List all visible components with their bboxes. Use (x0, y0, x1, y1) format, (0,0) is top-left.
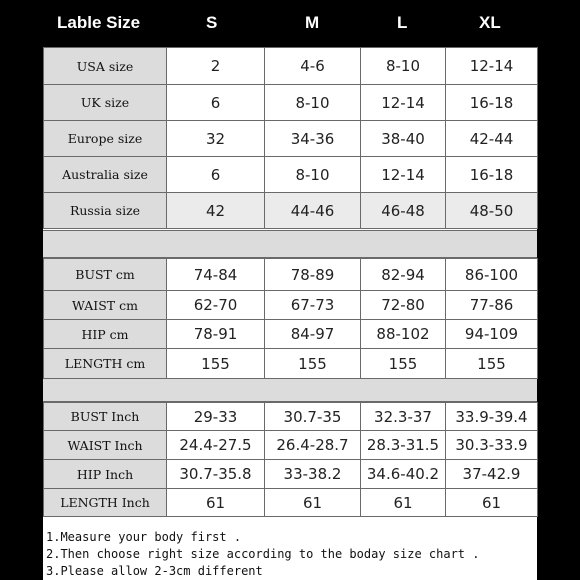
table-row (44, 489, 538, 517)
cell-value: 6 (167, 85, 265, 121)
row-label: UK size (44, 85, 167, 121)
table-row (44, 349, 538, 379)
cell-value: 30.7-35 (265, 403, 361, 431)
cell-value: 16-18 (446, 85, 538, 121)
cell-value: 42-44 (446, 121, 538, 157)
cell-value: 84-97 (265, 320, 361, 349)
table-row (44, 157, 538, 193)
table-row (44, 193, 538, 229)
row-label: USA size (44, 48, 167, 85)
cell-value: 8-10 (265, 157, 361, 193)
header-size-l: L (397, 13, 408, 32)
cell-value: 33.9-39.4 (446, 403, 538, 431)
cell-value: 155 (167, 349, 265, 379)
cell-value: 48-50 (446, 193, 538, 229)
cell-value: 30.7-35.8 (167, 460, 265, 489)
row-label: HIP cm (44, 320, 167, 349)
cell-value: 34.6-40.2 (361, 460, 446, 489)
inch-measurements-table (43, 402, 538, 517)
cell-value: 46-48 (361, 193, 446, 229)
table-row (44, 320, 538, 349)
cell-value: 8-10 (265, 85, 361, 121)
row-label: LENGTH cm (44, 349, 167, 379)
cell-value: 30.3-33.9 (446, 431, 538, 460)
row-label: WAIST Inch (44, 431, 167, 460)
cell-value: 78-91 (167, 320, 265, 349)
cell-value: 42 (167, 193, 265, 229)
cell-value: 94-109 (446, 320, 538, 349)
row-label: Australia size (44, 157, 167, 193)
table-row (44, 403, 538, 431)
size-chart-header (43, 0, 537, 47)
table-row (44, 121, 538, 157)
cell-value: 155 (446, 349, 538, 379)
row-label: Europe size (44, 121, 167, 157)
cell-value: 72-80 (361, 291, 446, 320)
cell-value: 16-18 (446, 157, 538, 193)
cell-value: 62-70 (167, 291, 265, 320)
cell-value: 33-38.2 (265, 460, 361, 489)
note-line: 3.Please allow 2-3cm different (46, 564, 263, 578)
cell-value: 28.3-31.5 (361, 431, 446, 460)
row-label: BUST Inch (44, 403, 167, 431)
table-row (44, 48, 538, 85)
cell-value: 61 (265, 489, 361, 517)
table-row (44, 291, 538, 320)
cell-value: 61 (446, 489, 538, 517)
cell-value: 38-40 (361, 121, 446, 157)
cell-value: 2 (167, 48, 265, 85)
cell-value: 44-46 (265, 193, 361, 229)
cell-value: 32.3-37 (361, 403, 446, 431)
cell-value: 61 (167, 489, 265, 517)
cell-value: 34-36 (265, 121, 361, 157)
size-chart (43, 0, 537, 580)
cell-value: 155 (265, 349, 361, 379)
cell-value: 74-84 (167, 259, 265, 291)
table-row (44, 85, 538, 121)
cell-value: 32 (167, 121, 265, 157)
cell-value: 4-6 (265, 48, 361, 85)
cell-value: 86-100 (446, 259, 538, 291)
cm-measurements-table (43, 258, 538, 379)
header-size-m: M (305, 13, 320, 32)
note-line: 1.Measure your body first . (46, 530, 242, 544)
cell-value: 12-14 (361, 85, 446, 121)
cell-value: 88-102 (361, 320, 446, 349)
row-label: LENGTH Inch (44, 489, 167, 517)
cell-value: 78-89 (265, 259, 361, 291)
cell-value: 29-33 (167, 403, 265, 431)
table-row (44, 460, 538, 489)
row-label: Russia size (44, 193, 167, 229)
cell-value: 67-73 (265, 291, 361, 320)
cell-value: 12-14 (361, 157, 446, 193)
cell-value: 82-94 (361, 259, 446, 291)
header-label: Lable Size (57, 13, 141, 32)
section-divider (43, 378, 537, 402)
row-label: WAIST cm (44, 291, 167, 320)
cell-value: 26.4-28.7 (265, 431, 361, 460)
header-size-xl: XL (479, 13, 501, 32)
section-divider (43, 230, 537, 258)
note-line: 2.Then choose right size according to the boday size chart . (46, 547, 480, 561)
table-row (44, 259, 538, 291)
cell-value: 155 (361, 349, 446, 379)
cell-value: 24.4-27.5 (167, 431, 265, 460)
cell-value: 61 (361, 489, 446, 517)
cell-value: 12-14 (446, 48, 538, 85)
header-size-s: S (206, 13, 218, 32)
row-label: BUST cm (44, 259, 167, 291)
measurement-notes (43, 516, 537, 580)
cell-value: 77-86 (446, 291, 538, 320)
cell-value: 8-10 (361, 48, 446, 85)
cell-value: 6 (167, 157, 265, 193)
table-row (44, 431, 538, 460)
size-conversion-table (43, 47, 538, 229)
row-label: HIP Inch (44, 460, 167, 489)
cell-value: 37-42.9 (446, 460, 538, 489)
